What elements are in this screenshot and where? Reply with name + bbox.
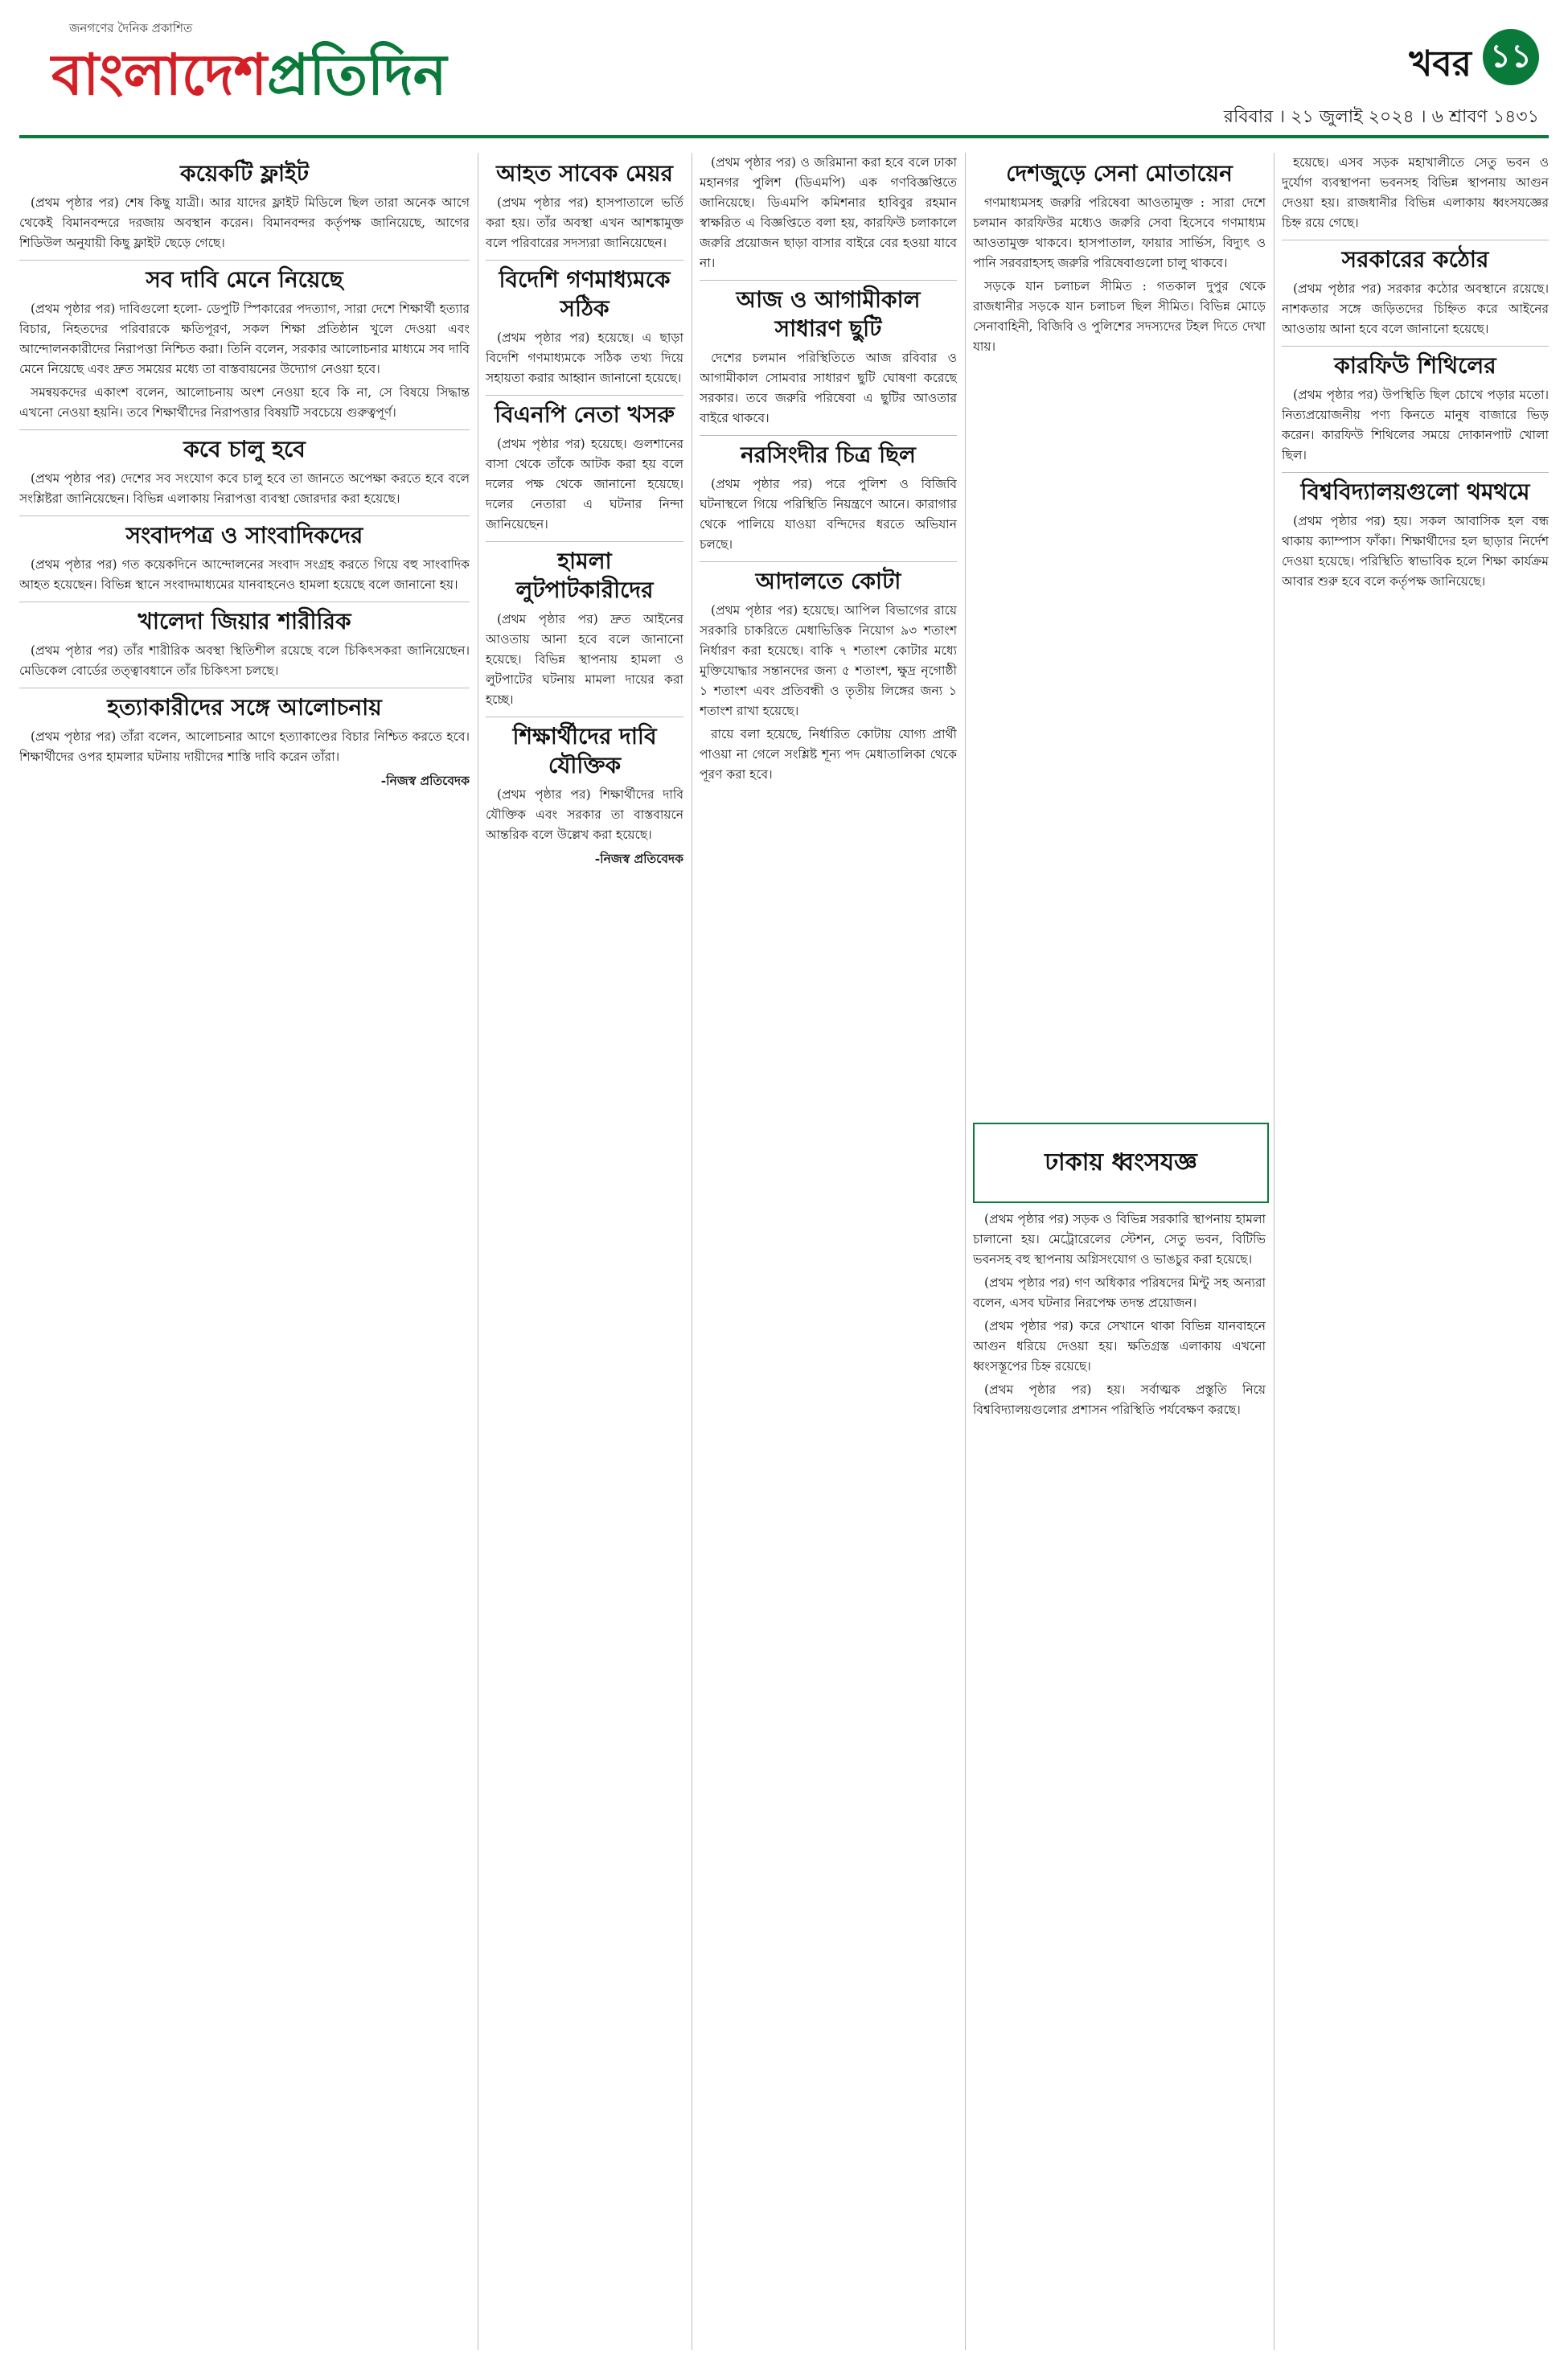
- headline: বিদেশি গণমাধ্যমকে সঠিক: [486, 260, 683, 323]
- column-5: [1282, 153, 1549, 2348]
- logo-second-word: প্রতিদিন: [267, 42, 447, 108]
- masthead-rule: [19, 135, 1549, 138]
- page-number: ১১: [1483, 29, 1539, 85]
- article-paragraph: (প্রথম পৃষ্ঠার পর) উপস্থিতি ছিল চোখে পড়ার মতো। নিত্যপ্রয়োজনীয় পণ্য কিনতে মানুষ বাজারে ভিড় করেন। কারফিউ শিথিলের সময়ে দোকানপাট খোলা ছিল।: [1282, 388, 1549, 462]
- article-paragraph: (প্রথম পৃষ্ঠার পর) গত কয়েকদিনে আন্দোলনের সংবাদ সংগ্রহ করতে গিয়ে বহু সাংবাদিক আহত হয়েছেন। বিভিন্ন স্থানে সংবাদমাধ্যমের যানবাহনেও হামলা হয়েছে বলে জানানো হয়।: [19, 557, 470, 592]
- column-3: [700, 153, 957, 2348]
- headline-box: ঢাকায় ধ্বংসযজ্ঞ: [973, 1123, 1269, 1203]
- headline: খালেদা জিয়ার শারীরিক: [19, 602, 470, 636]
- headline: হামলা লুটপাটকারীদের: [486, 541, 683, 605]
- headline: আহত সাবেক মেয়র: [496, 160, 673, 187]
- headline: বিশ্ববিদ্যালয়গুলো থমথমে: [1282, 472, 1549, 507]
- headline: নরসিংদীর চিত্র ছিল: [700, 435, 957, 470]
- headline: কারফিউ শিথিলের: [1282, 346, 1549, 380]
- column-1: [19, 153, 470, 2348]
- article-paragraph: (প্রথম পৃষ্ঠার পর) হয়েছে। এ ছাড়া বিদেশি গণমাধ্যমকে সঠিক তথ্য দিয়ে সহায়তা করার আহ্বান জানানো হয়েছে।: [486, 331, 683, 385]
- headline: দেশজুড়ে সেনা মোতায়েন: [1006, 160, 1233, 187]
- article-paragraph: (প্রথম পৃষ্ঠার পর) সড়ক ও বিভিন্ন সরকারি স্থাপনায় হামলা চালানো হয়। মেট্রোরেলের স্টেশন, সেতু ভবন, বিটিভি ভবনসহ বহু স্থাপনায় অগ্নিসংযোগ ও ভাঙচুর করা হয়েছে।: [973, 1212, 1266, 1267]
- headline: সরকারের কঠোর: [1282, 240, 1549, 274]
- article-paragraph: (প্রথম পৃষ্ঠার পর) হয়েছে। আপিল বিভাগের রায়ে সরকারি চাকরিতে মেধাভিত্তিক নিয়োগ ৯৩ শতাংশ নির্ধারণ করা হয়েছে। বাকি ৭ শতাংশ কোটার মধ্যে মুক্তিযোদ্ধার সন্তানদের জন্য ৫ শতাংশ, ক্ষুদ্র নৃগোষ্ঠী ১ শতাংশ এবং প্রতিবন্ধী ও তৃতীয় লিঙ্গের জন্য ১ শতাংশ রাখা হয়েছে।: [700, 603, 957, 718]
- headline: সব দাবি মেনে নিয়েছে: [19, 260, 470, 294]
- column-4: [973, 153, 1266, 1115]
- article-paragraph: (প্রথম পৃষ্ঠার পর) দ্রুত আইনের আওতায় আনা হবে বলে জানানো হয়েছে। বিভিন্ন স্থাপনায় হামলা ও লুটপাটের ঘটনায় মামলা দায়ের করা হচ্ছে।: [486, 612, 683, 707]
- column-2: [486, 153, 683, 2348]
- article-paragraph: (প্রথম পৃষ্ঠার পর) হয়। সর্বাত্মক প্রস্তুতি নিয়ে বিশ্ববিদ্যালয়গুলোর প্রশাসন পরিস্থিতি পর্যবেক্ষণ করছে।: [973, 1382, 1266, 1417]
- headline: হত্যাকারীদের সঙ্গে আলোচনায়: [19, 688, 470, 722]
- column-divider: [1274, 153, 1275, 2350]
- article-paragraph: (প্রথম পৃষ্ঠার পর) শিক্ষার্থীদের দাবি যৌক্তিক এবং সরকার তা বাস্তবায়নে আন্তরিক বলে উল্লেখ করা হয়েছে।: [486, 787, 683, 842]
- article-paragraph: (প্রথম পৃষ্ঠার পর) হয়। সকল আবাসিক হল বন্ধ থাকায় ক্যাম্পাস ফাঁকা। শিক্ষার্থীদের হল ছাড়ার নির্দেশ দেওয়া হয়েছে। পরিস্থিতি স্বাভাবিক হলে শিক্ষা কার্যক্রম আবার শুরু হবে বলে কর্তৃপক্ষ জানিয়েছে।: [1282, 514, 1549, 589]
- byline: -নিজস্ব প্রতিবেদক: [594, 851, 683, 866]
- tagline: জনগণের দৈনিক প্রকাশিত: [69, 21, 193, 35]
- article-paragraph: (প্রথম পৃষ্ঠার পর) তাঁর শারীরিক অবস্থা স্থিতিশীল রয়েছে বলে চিকিৎসকরা জানিয়েছেন। মেডিকেল বোর্ডের তত্ত্বাবধানে তাঁর চিকিৎসা চলছে।: [19, 643, 470, 678]
- article-paragraph: (প্রথম পৃষ্ঠার পর) সরকার কঠোর অবস্থানে রয়েছে। নাশকতার সঙ্গে জড়িতদের চিহ্নিত করে আইনের আওতায় আনা হবে বলে জানানো হয়েছে।: [1282, 281, 1549, 336]
- article-paragraph: গণমাধ্যমসহ জরুরি পরিষেবা আওতামুক্ত : সারা দেশে চলমান কারফিউর মধ্যেও জরুরি সেবা হিসেবে গণমাধ্যম আওতামুক্ত থাকবে। হাসপাতাল, ফায়ার সার্ভিস, বিদ্যুৎ ও পানি সরবরাহসহ জরুরি পরিষেবাগুলো চালু থাকবে।: [973, 195, 1266, 270]
- article-paragraph: (প্রথম পৃষ্ঠার পর) গণ অধিকার পরিষদের মিন্টু সহ অন্যরা বলেন, এসব ঘটনার নিরপেক্ষ তদন্ত প্রয়োজন।: [973, 1275, 1266, 1310]
- byline: -নিজস্ব প্রতিবেদক: [380, 773, 470, 788]
- headline: বিএনপি নেতা খসরু: [486, 395, 683, 429]
- article-paragraph: সড়কে যান চলাচল সীমিত : গতকাল দুপুর থেকে রাজধানীর সড়কে যান চলাচল ছিল সীমিত। বিভিন্ন মোড়ে সেনাবাহিনী, বিজিবি ও পুলিশের সদস্যদের টহল দিতে দেখা যায়।: [973, 279, 1266, 354]
- article-paragraph: সমন্বয়কদের একাংশ বলেন, আলোচনায় অংশ নেওয়া হবে কি না, সে বিষয়ে সিদ্ধান্ত এখনো নেওয়া হয়নি। তবে শিক্ষার্থীদের নিরাপত্তার বিষয়টি সবচেয়ে গুরুত্বপূর্ণ।: [19, 385, 470, 420]
- article-paragraph: (প্রথম পৃষ্ঠার পর) পরে পুলিশ ও বিজিবি ঘটনাস্থলে গিয়ে পরিস্থিতি নিয়ন্ত্রণে আনে। কারাগার থেকে পালিয়ে যাওয়া বন্দিদের ধরতে অভিযান চলছে।: [700, 477, 957, 552]
- headline: আদালতে কোটা: [700, 561, 957, 596]
- logo-first-word: বাংলাদেশ: [51, 42, 268, 108]
- headline: কয়েকটি ফ্লাইট: [180, 160, 309, 187]
- dateline: রবিবার । ২১ জুলাই ২০২৪ । ৬ শ্রাবণ ১৪৩১: [1223, 107, 1539, 127]
- newspaper-logo[interactable]: [51, 39, 447, 111]
- headline: সংবাদপত্র ও সাংবাদিকদের: [19, 515, 470, 550]
- section-title: খবর: [1409, 43, 1472, 84]
- article-paragraph: (প্রথম পৃষ্ঠার পর) হয়েছে। গুলশানের বাসা থেকে তাঁকে আটক করা হয় বলে দলের পক্ষ থেকে জানানো হয়েছে। দলের নেতারা এ ঘটনার নিন্দা জানিয়েছেন।: [486, 437, 683, 532]
- headline: কবে চালু হবে: [19, 429, 470, 464]
- article-paragraph: (প্রথম পৃষ্ঠার পর) হাসপাতালে ভর্তি করা হয়। তাঁর অবস্থা এখন আশঙ্কামুক্ত বলে পরিবারের সদস্যরা জানিয়েছেন।: [486, 195, 683, 250]
- article-paragraph: (প্রথম পৃষ্ঠার পর) ও জরিমানা করা হবে বলে ঢাকা মহানগর পুলিশ (ডিএমপি) এক গণবিজ্ঞপ্তিতে জানিয়েছে। ডিএমপি কমিশনার হাবিবুর রহমান স্বাক্ষরিত এ বিজ্ঞপ্তিতে বলা হয়, কারফিউ চলাকালে জরুরি প্রয়োজন ছাড়া বাসার বাইরে বের হওয়া যাবে না।: [700, 155, 957, 270]
- article-paragraph: (প্রথম পৃষ্ঠার পর) দাবিগুলো হলো- ডেপুটি স্পিকারের পদত্যাগ, সারা দেশে শিক্ষার্থী হত্যার বিচার, নিহতদের পরিবারকে ক্ষতিপূরণ, সকল শিক্ষা প্রতিষ্ঠান খুলে দেওয়া এবং আন্দোলনকারীদের নিরাপত্তা নিশ্চিত করা। তিনি বলেন, সরকার আলোচনার মাধ্যমে সব দাবি মেনে নিয়েছে এবং দ্রুত সময়ের মধ্যে তা বাস্তবায়নের উদ্যোগ নেওয়া হবে।: [19, 302, 470, 376]
- article-paragraph: (প্রথম পৃষ্ঠার পর) তাঁরা বলেন, আলোচনার আগে হত্যাকাণ্ডের বিচার নিশ্চিত করতে হবে। শিক্ষার্থীদের ওপর হামলার ঘটনায় দায়ীদের শাস্তি দাবি করেন তাঁরা।: [19, 729, 470, 764]
- article-paragraph: হয়েছে। এসব সড়ক মহাখালীতে সেতু ভবন ও দুর্যোগ ব্যবস্থাপনা ভবনসহ বিভিন্ন স্থাপনায় আগুন দেওয়া হয়। রাজধানীর বিভিন্ন এলাকায় ধ্বংসযজ্ঞের চিহ্ন রয়ে গেছে।: [1282, 155, 1549, 230]
- masthead: [0, 0, 1568, 150]
- article-paragraph: (প্রথম পৃষ্ঠার পর) করে সেখানে থাকা বিভিন্ন যানবাহনে আগুন ধরিয়ে দেওয়া হয়। ক্ষতিগ্রস্ত এলাকায় এখনো ধ্বংসস্তূপের চিহ্ন রয়েছে।: [973, 1319, 1266, 1374]
- article-paragraph: (প্রথম পৃষ্ঠার পর) দেশের সব সংযোগ কবে চালু হবে তা জানতে অপেক্ষা করতে হবে বলে সংশ্লিষ্টরা জানিয়েছেন। বিভিন্ন এলাকায় নিরাপত্তা ব্যবস্থা জোরদার করা হয়েছে।: [19, 471, 470, 506]
- article-paragraph: (প্রথম পৃষ্ঠার পর) শেষ কিছু যাত্রী। আর যাদের ফ্লাইট মিডিলে ছিল তারা অনেক আগে থেকেই বিমানবন্দরে দরজায় অবস্থান করেন। বিমানবন্দর কর্তৃপক্ষ জানিয়েছে, আগের শিডিউল অনুযায়ী কিছু ফ্লাইট ছেড়ে গেছে।: [19, 195, 470, 250]
- headline: আজ ও আগামীকাল সাধারণ ছুটি: [700, 280, 957, 343]
- article-paragraph: রায়ে বলা হয়েছে, নির্ধারিত কোটায় যোগ্য প্রার্থী পাওয়া না গেলে সংশ্লিষ্ট শূন্য পদ মেধাতালিকা থেকে পূরণ করা হবে।: [700, 727, 957, 782]
- headline: শিক্ষার্থীদের দাবি যৌক্তিক: [486, 717, 683, 780]
- column-4-lower: [973, 1210, 1266, 2348]
- column-divider: [965, 153, 966, 2350]
- article-paragraph: দেশের চলমান পরিস্থিতিতে আজ রবিবার ও আগামীকাল সোমবার সাধারণ ছুটি ঘোষণা করেছে সরকার। তবে জরুরি পরিষেবা এ ছুটির আওতার বাইরে থাকবে।: [700, 351, 957, 425]
